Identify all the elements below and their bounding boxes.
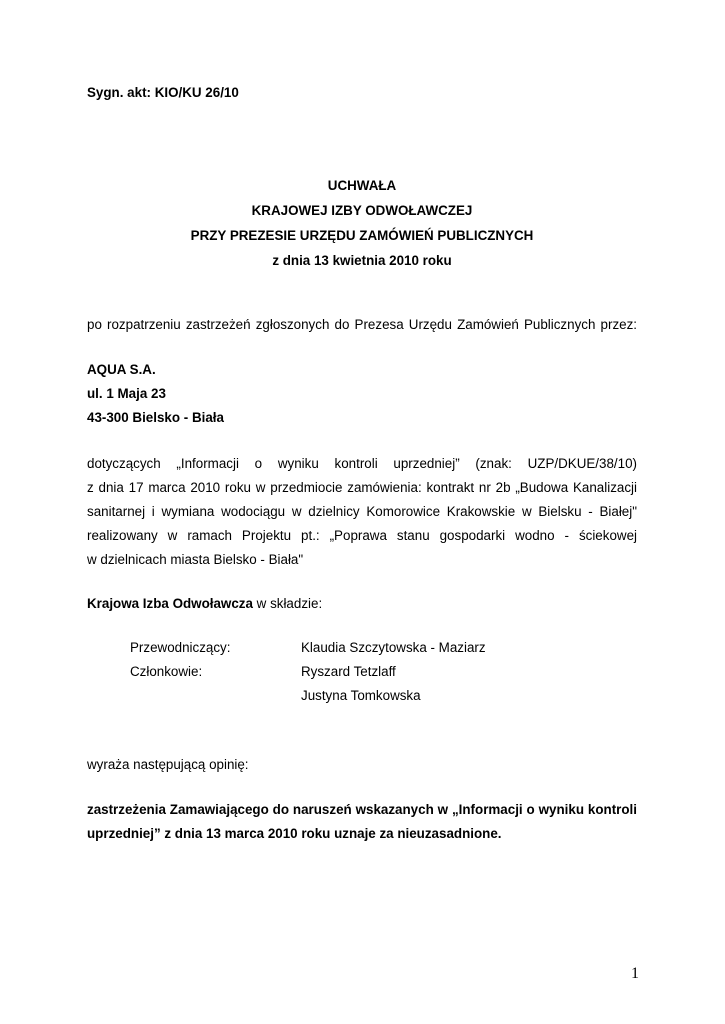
member-name: Ryszard Tetzlaff — [301, 664, 396, 679]
title-line: UCHWAŁA — [327, 178, 397, 193]
title-line: PRZY PREZESIE URZĘDU ZAMÓWIEŃ PUBLICZNYCH — [190, 228, 534, 243]
decision-line: zastrzeżenia Zamawiającego do naruszeń wskazanych w „Informacji o wyniku kontroli — [87, 802, 637, 817]
applicant-city: 43-300 Bielsko - Biała — [87, 410, 224, 425]
composition-heading — [87, 596, 322, 611]
chamber-name: Krajowa Izba Odwoławcza — [87, 596, 253, 611]
opinion-intro: wyraża następującą opinię: — [87, 757, 249, 772]
page-number: 1 — [631, 965, 639, 982]
subject-line: z dnia 17 marca 2010 roku w przedmiocie zamówienia: kontrakt nr 2b „Budowa Kanalizacji — [87, 480, 637, 495]
subject-line: dotyczących „Informacji o wyniku kontroli uprzedniej” (znak: UZP/DKUE/38/10) — [87, 456, 637, 471]
applicant-name: AQUA S.A. — [87, 362, 156, 377]
title-date: z dnia 13 kwietnia 2010 roku — [272, 253, 452, 268]
chair-label: Przewodniczący: — [130, 640, 231, 655]
decision-line: uprzedniej” z dnia 13 marca 2010 roku uznaje za nieuzasadnione. — [87, 826, 502, 841]
resolution-title — [87, 177, 637, 277]
members-label: Członkowie: — [130, 664, 203, 679]
subject-line: realizowany w ramach Projektu pt.: „Poprawa stanu gospodarki wodno - ściekowej — [87, 528, 637, 543]
applicant-address — [87, 362, 224, 434]
subject-line: sanitarnej i wymiana wodociągu w dzielnicy Komorowice Krakowskie w Bielsku - Białej" — [87, 504, 637, 519]
subject-line: w dzielnicach miasta Bielsko - Biała" — [87, 552, 304, 567]
applicant-street: ul. 1 Maja 23 — [87, 386, 166, 401]
member-name: Justyna Tomkowska — [301, 688, 421, 703]
chair-name: Klaudia Szczytowska - Maziarz — [301, 640, 486, 655]
case-signature: Sygn. akt: KIO/KU 26/10 — [87, 85, 239, 100]
intro-paragraph: po rozpatrzeniu zastrzeżeń zgłoszonych do Prezesa Urzędu Zamówień Publicznych przez: — [87, 317, 637, 332]
composition-suffix: w składzie: — [252, 596, 323, 611]
title-line: KRAJOWEJ IZBY ODWOŁAWCZEJ — [251, 203, 473, 218]
